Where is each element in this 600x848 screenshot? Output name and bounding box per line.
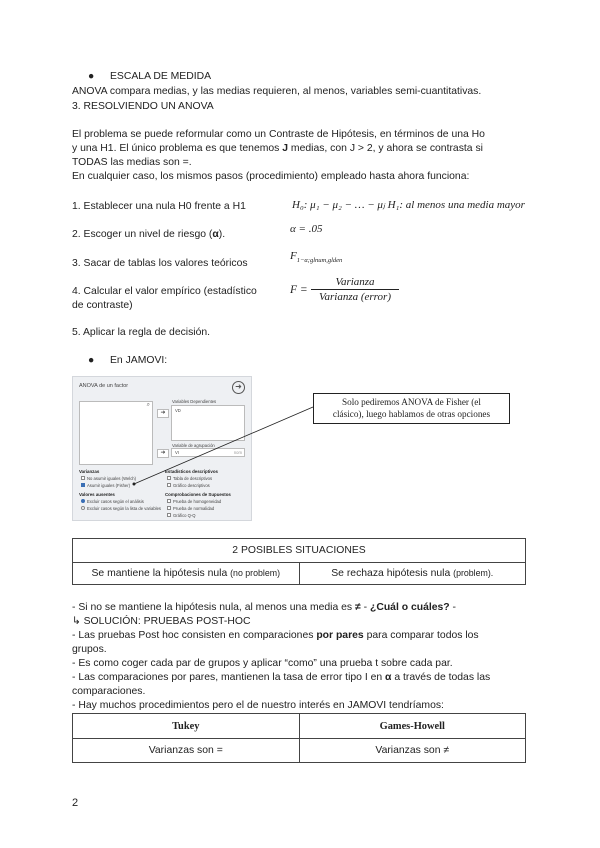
posthoc-alpha: α (385, 672, 392, 683)
posthoc-line-4: grupos. (72, 644, 107, 655)
situations-table (72, 538, 526, 585)
homogeneity-label: Prueba de homogeneidad (173, 499, 222, 504)
situation-reject-text: Se rechaza hipótesis nula (331, 568, 454, 579)
normality-label: Prueba de normalidad (173, 506, 215, 511)
posthoc-pairs: por pares (316, 630, 364, 641)
situation-keep-text: Se mantiene la hipótesis nula (91, 568, 231, 579)
posthoc-question: ¿Cuál o cuáles? (369, 602, 450, 613)
situation-keep-note: (no problem) (230, 568, 280, 578)
posthoc-text-cont: para comparar todos los (363, 630, 479, 641)
dependent-variables-label: Variables Dependientes (172, 399, 217, 404)
posthoc-line-2: ↳ SOLUCIÓN: PRUEBAS POST-HOC (72, 616, 251, 627)
exclude-analysis-label: Excluir casos según el análisis (87, 499, 144, 504)
callout-line (134, 407, 313, 484)
bullet-icon: ● (88, 71, 95, 82)
callout-pointer (133, 483, 136, 486)
posthoc-text: - Las comparaciones por pares, mantienen la tasa de error tipo I en (72, 672, 386, 683)
posthoc-line-5: - Es como coger cada par de grupos y aplicar “como” una prueba t sobre cada par. (72, 658, 453, 669)
jamovi-window-title: ANOVA de un factor (79, 383, 129, 389)
posthoc-text: - Si no se mantiene la hipótesis nula, al menos una media es (72, 602, 356, 613)
situation-reject (299, 563, 526, 585)
step-2-formula: α = .05 (290, 223, 323, 235)
dependent-variable-item[interactable]: VD (175, 408, 181, 413)
posthoc-line-6 (72, 671, 490, 686)
step-2-alpha: α (212, 229, 219, 240)
step-5: 5. Aplicar la regla de decisión. (72, 327, 211, 338)
callout-box (313, 393, 510, 424)
posthoc-tests-table (72, 713, 526, 763)
step-4-formula-f: F = (290, 284, 308, 296)
jamovi-label: En JAMOVI: (110, 355, 168, 366)
posthoc-text-cont: a través de todas las (391, 672, 491, 683)
fisher-label: Asumir iguales (Fisher) (87, 483, 131, 488)
qq-plot-label: Gráfico Q-Q (173, 513, 196, 518)
step-3-f: F (290, 250, 297, 262)
posthoc-neq: ≠ (355, 602, 361, 613)
callout-line-2: clásico), luego hablamos de otras opciones (332, 408, 491, 419)
welch-label: No asumir iguales (Welch) (87, 476, 137, 481)
descriptives-heading: Estadísticos descriptivos (165, 469, 218, 474)
posthoc-dash: - (360, 602, 370, 613)
tukey-header: Tukey (73, 714, 300, 739)
step-4-denominator: Varianza (error) (318, 291, 391, 303)
escala-label: ESCALA DE MEDIDA (110, 71, 212, 82)
games-howell-condition: Varianzas son ≠ (299, 739, 526, 763)
exclude-listwise-label: Excluir casos según la lista de variables (87, 506, 162, 511)
problem-text: y una H1. El único problema es que tenemos (72, 143, 283, 154)
step-4-line-2: de contraste) (72, 300, 133, 311)
grouping-variable-label: Variable de agrupación (172, 443, 215, 448)
step-1: 1. Establecer una nula H0 frente a H1 (72, 201, 246, 212)
posthoc-line-1 (72, 601, 456, 616)
posthoc-line-7: comparaciones. (72, 686, 146, 697)
step-4-line-1: 4. Calcular el valor empírico (estadístico (72, 286, 257, 297)
step-1-formula: H₀: μ₁ − μ₂ − … − μⱼ H₁: al menos una media mayor (292, 199, 525, 211)
games-howell-header: Games-Howell (299, 714, 526, 739)
descriptives-table-label: Tabla de descriptivos (173, 476, 213, 481)
callout-line-1: Solo pediremos ANOVA de Fisher (el (342, 397, 481, 407)
tukey-condition: Varianzas son = (73, 739, 300, 763)
page-number: 2 (72, 797, 79, 809)
move-to-dependent-button[interactable]: ➜ (157, 409, 169, 418)
variances-heading: Varianzas (79, 469, 100, 474)
posthoc-text: - Las pruebas Post hoc consisten en comparaciones (72, 630, 317, 641)
descriptives-plot-label: Gráfico descriptivos (173, 483, 210, 488)
posthoc-line-3 (72, 629, 479, 644)
problem-text-cont: medias, con J > 2, y ahora se contrasta si (288, 143, 483, 154)
grouping-variable-tag: nom (233, 450, 242, 455)
step-2-end: ). (218, 229, 226, 240)
problem-line-4: En cualquier caso, los mismos pasos (procedimiento) empleado hasta ahora funciona: (72, 171, 470, 182)
step-4-numerator: Varianza (311, 276, 399, 290)
step-2-text: 2. Escoger un nivel de riesgo ( (72, 229, 213, 240)
step-3: 3. Sacar de tablas los valores teóricos (72, 258, 248, 269)
problem-line-1: El problema se puede reformular como un Contraste de Hipótesis, en términos de una Ho (72, 129, 485, 140)
step-3-subscript: 1−α;glnum,glden (296, 257, 343, 265)
grouping-variable-item[interactable]: VI (175, 450, 179, 455)
situation-keep (73, 563, 300, 585)
problem-line-3: TODAS las medias son =. (72, 157, 192, 168)
assumptions-heading: Comprobaciones de Supuestos (165, 492, 231, 497)
problem-j: J (282, 143, 289, 154)
paragraph-anova: ANOVA compara medias, y las medias requieren, al menos, variables semi-cuantitativas. (72, 86, 482, 97)
posthoc-line-8: - Hay muchos procedimientos pero el de nuestro interés en JAMOVI tendríamos: (72, 700, 444, 711)
search-icon[interactable]: ⌕ (146, 402, 150, 408)
posthoc-dash-end: - (449, 602, 457, 613)
bullet-icon: ● (88, 355, 95, 366)
missing-values-heading: Valores ausentes (79, 492, 115, 497)
situation-reject-note: (problem). (453, 568, 494, 578)
section-heading: 3. RESOLVIENDO UN ANOVA (72, 101, 214, 112)
arrow-right-circle-icon[interactable]: ➜ (232, 381, 245, 394)
move-to-grouping-button[interactable]: ➜ (157, 449, 169, 458)
situations-header: 2 POSIBLES SITUACIONES (73, 539, 526, 563)
